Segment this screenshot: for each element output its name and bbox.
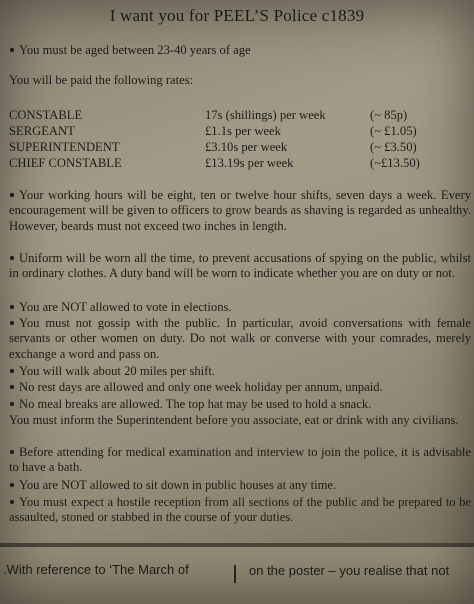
- rule-paragraph: No meal breaks are allowed. The top hat may be used to hold a snack.: [9, 397, 471, 412]
- rule-paragraph: You are NOT allowed to sit down in public houses at any time.: [9, 478, 471, 493]
- bullet-icon: [10, 450, 14, 454]
- rate-decimal: (~ £1.05): [370, 124, 417, 138]
- bullet-icon: [10, 402, 14, 406]
- age-requirement: You must be aged between 23-40 years of age: [9, 43, 251, 58]
- lower-page: [0, 547, 474, 604]
- bullet-icon: [10, 193, 14, 197]
- poster-sheet: [3, 0, 471, 543]
- bullet-icon: [10, 369, 14, 373]
- lower-page-right-text: on the poster – you realise that not: [249, 563, 450, 578]
- rate-amount: £13.19s per week: [205, 156, 294, 170]
- rates-intro: You will be paid the following rates:: [9, 73, 194, 87]
- lower-page-left-text: .With reference to ‘The March of: [3, 562, 189, 577]
- rate-role: SERGEANT: [9, 124, 75, 138]
- rule-paragraph: You will walk about 20 miles per shift.: [9, 364, 471, 379]
- rate-decimal: (~ £3.50): [370, 140, 417, 154]
- rule-paragraph: You must expect a hostile reception from all sections of the public and be prepared to be assaulted, stoned or stabbed in the course of your duties.: [9, 495, 471, 525]
- rule-paragraph: You must not gossip with the public. In particular, avoid conversations with female servants or other women on duty. Do not walk or converse with your comrades, merely exchange a word and pass on.: [9, 316, 471, 361]
- rate-role: SUPERINTENDENT: [9, 140, 120, 154]
- bullet-icon: [10, 48, 14, 52]
- bullet-icon: [10, 385, 14, 389]
- bullet-icon: [10, 483, 14, 487]
- bullet-icon: [10, 321, 14, 325]
- rate-amount: £1.1s per week: [205, 124, 281, 138]
- poster-title: I want you for PEEL’S Police c1839: [109, 6, 365, 25]
- rule-paragraph: Your working hours will be eight, ten or twelve hour shifts, seven days a week. Every encouragement will be given to officers to grow beards as shaving is regarded as unhealthy. However, beards must not exceed two inches in length.: [9, 188, 471, 233]
- bullet-icon: [10, 256, 14, 260]
- rate-amount: 17s (shillings) per week: [205, 108, 326, 122]
- rate-decimal: (~£13.50): [370, 156, 420, 170]
- rule-paragraph: Uniform will be worn all the time, to prevent accusations of spying on the public, whilst in ordinary clothes. A duty band will be worn to indicate whether you are on duty or not.: [9, 251, 471, 281]
- rule-paragraph: You are NOT allowed to vote in elections.: [9, 300, 471, 315]
- rule-paragraph: No rest days are allowed and only one week holiday per annum, unpaid.: [9, 380, 471, 395]
- rule-paragraph: You must inform the Superintendent before you associate, eat or drink with any civilians.: [9, 413, 459, 427]
- rate-decimal: (~ 85p): [370, 108, 408, 122]
- rate-role: CONSTABLE: [9, 108, 83, 122]
- rule-paragraph: Before attending for medical examination and interview to join the police, it is advisable to have a bath.: [9, 445, 471, 475]
- rate-role: CHIEF CONSTABLE: [9, 156, 122, 170]
- bullet-icon: [10, 305, 14, 309]
- bullet-icon: [10, 500, 14, 504]
- rate-amount: £3.10s per week: [205, 140, 288, 154]
- column-separator: [234, 565, 236, 583]
